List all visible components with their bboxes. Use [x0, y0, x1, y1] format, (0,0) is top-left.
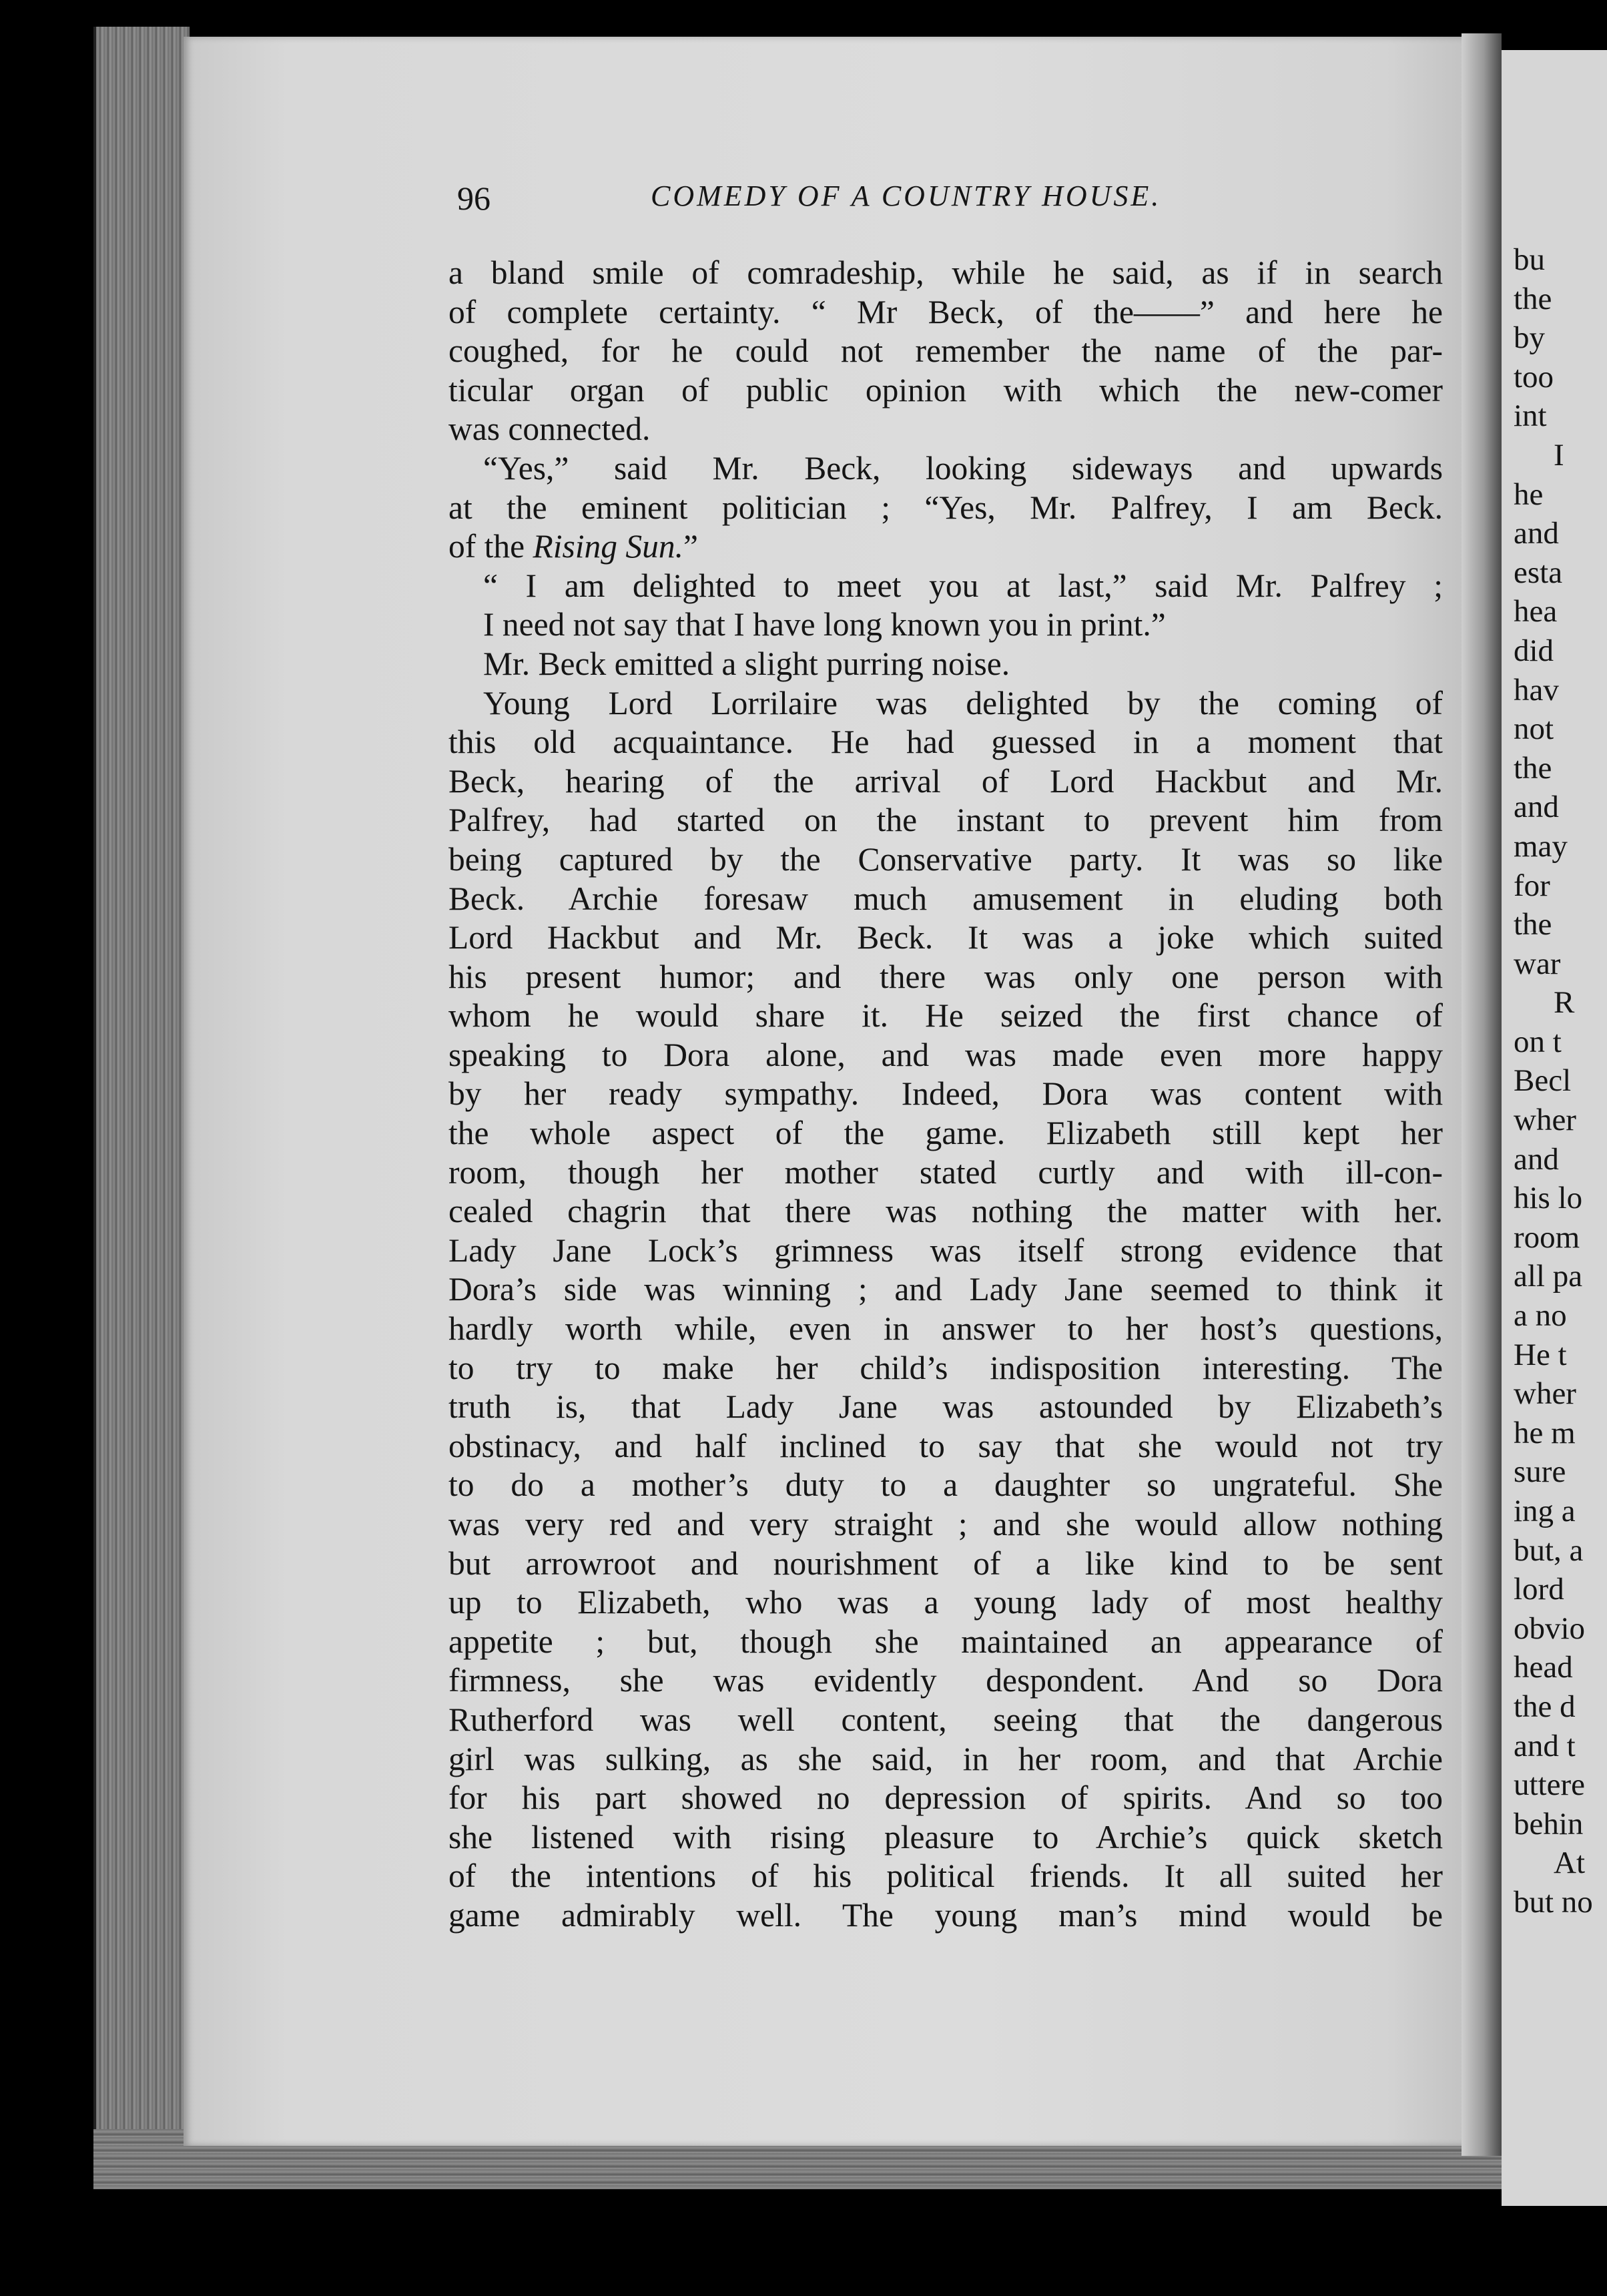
text-line: Palfrey, had started on the instant to prevent him from: [448, 802, 1443, 839]
page-edges: [93, 27, 190, 2183]
text-line: Beck. Archie foresaw much amusement in eluding both: [448, 880, 1443, 917]
facing-line: He t: [1514, 1337, 1567, 1372]
facing-line: and: [1514, 1141, 1559, 1177]
text-line: truth is, that Lady Jane was astounded by Elizabeth’s: [448, 1388, 1443, 1426]
facing-line: hea: [1514, 594, 1558, 629]
text-line: girl was sulking, as she said, in her room, and that Archie: [448, 1740, 1443, 1777]
text-line: by her ready sympathy. Indeed, Dora was content with: [448, 1075, 1443, 1113]
facing-line: head: [1514, 1650, 1573, 1685]
facing-line: but, a: [1514, 1532, 1584, 1568]
text-line: Young Lord Lorrilaire was delighted by the coming of: [483, 684, 1443, 722]
facing-line: war: [1514, 946, 1561, 981]
facing-line: and: [1514, 790, 1559, 825]
text-line: Rutherford was well content, seeing that the dangerous: [448, 1701, 1443, 1738]
page-number: 96: [457, 180, 491, 217]
text-line: obstinacy, and half inclined to say that she would not try: [448, 1427, 1443, 1464]
facing-line: ing a: [1514, 1494, 1576, 1528]
facing-line: on t: [1514, 1024, 1562, 1059]
text-fragment: of the: [448, 528, 533, 565]
facing-line: the: [1514, 750, 1552, 786]
facing-line: bu: [1514, 242, 1545, 277]
text-line-rising-sun: [448, 527, 1443, 567]
text-line: room, though her mother stated curtly and with ill-con-: [448, 1153, 1443, 1191]
facing-line: he m: [1514, 1415, 1576, 1450]
newspaper-title: Rising Sun.: [533, 528, 683, 565]
text-line: cealed chagrin that there was nothing the matter with her.: [448, 1193, 1443, 1230]
text-line: this old acquaintance. He had guessed in a moment that: [448, 724, 1443, 761]
text-line: to do a mother’s duty to a daughter so ungrateful. She: [448, 1466, 1443, 1504]
text-line: “Yes,” said Mr. Beck, looking sideways and upwards: [483, 449, 1443, 487]
facing-line: and: [1514, 516, 1559, 551]
body-text: [448, 254, 1443, 1989]
text-line: for his part showed no depression of spirits. And so too: [448, 1779, 1443, 1817]
text-line: the whole aspect of the game. Elizabeth still kept her: [448, 1115, 1443, 1152]
facing-line: int: [1514, 398, 1547, 434]
text-line: I need not say that I have long known you in print.”: [483, 606, 1166, 643]
book-gutter: [1462, 33, 1502, 2156]
text-line: firmness, she was evidently despondent. And so Dora: [448, 1662, 1443, 1699]
facing-line: lord: [1514, 1572, 1564, 1607]
text-line: being captured by the Conservative party. It was so like: [448, 840, 1443, 878]
facing-line: but no: [1514, 1884, 1593, 1920]
facing-line: uttere: [1514, 1767, 1585, 1803]
text-line: Mr. Beck emitted a slight purring noise.: [483, 645, 1010, 682]
facing-line: sure: [1514, 1454, 1566, 1490]
text-line: Lady Jane Lock’s grimness was itself strong evidence that: [448, 1231, 1443, 1269]
text-line: Dora’s side was winning ; and Lady Jane seemed to think it: [448, 1271, 1443, 1308]
text-line: whom he would share it. He seized the first chance of: [448, 997, 1443, 1035]
text-line: Lord Hackbut and Mr. Beck. It was a joke which suited: [448, 919, 1443, 956]
facing-line: too: [1514, 359, 1554, 394]
text-line: of the intentions of his political friends. It all suited her: [448, 1857, 1443, 1895]
text-line: speaking to Dora alone, and was made even more happy: [448, 1036, 1443, 1073]
facing-line: may: [1514, 828, 1568, 864]
facing-line: wher: [1514, 1103, 1576, 1138]
running-head-title: COMEDY OF A COUNTRY HOUSE.: [651, 180, 1162, 212]
facing-line: the: [1514, 907, 1552, 942]
facing-line: a no: [1514, 1298, 1567, 1334]
facing-line: At: [1554, 1845, 1585, 1881]
facing-line: all pa: [1514, 1259, 1583, 1294]
text-line: at the eminent politician ; “Yes, Mr. Palfrey, I am Beck.: [448, 489, 1443, 526]
text-line: was very red and very straight ; and she would allow nothing: [448, 1506, 1443, 1542]
text-line: game admirably well. The young man’s mind would be: [448, 1896, 1443, 1934]
text-line: of complete certainty. “ Mr Beck, of the——” and here he: [448, 293, 1443, 330]
facing-line: his lo: [1514, 1181, 1583, 1216]
text-line: she listened with rising pleasure to Archie’s quick sketch: [448, 1818, 1443, 1855]
facing-line: did: [1514, 633, 1554, 668]
facing-line: the: [1514, 281, 1552, 316]
facing-line: obvio: [1514, 1611, 1586, 1646]
text-line: his present humor; and there was only one person with: [448, 958, 1443, 995]
text-line: “ I am delighted to meet you at last,” said Mr. Palfrey ;: [483, 567, 1443, 604]
text-line: ticular organ of public opinion with which the new-comer: [448, 371, 1443, 408]
facing-line: he: [1514, 477, 1544, 512]
facing-line: the d: [1514, 1689, 1576, 1724]
facing-line: hav: [1514, 672, 1559, 707]
facing-line: and t: [1514, 1728, 1576, 1763]
text-line: a bland smile of comradeship, while he said, as if in search: [448, 254, 1443, 291]
facing-line: I: [1554, 437, 1564, 473]
facing-page-text: [1514, 240, 1607, 1922]
facing-line: Becl: [1514, 1063, 1572, 1099]
text-line: Beck, hearing of the arrival of Lord Hackbut and Mr.: [448, 762, 1443, 800]
text-line: to try to make her child’s indisposition interesting. The: [448, 1349, 1443, 1386]
facing-line: not: [1514, 711, 1554, 747]
text-line: but arrowroot and nourishment of a like kind to be sent: [448, 1544, 1443, 1582]
text-line: appetite ; but, though she maintained an appearance of: [448, 1623, 1443, 1660]
facing-line: by: [1514, 320, 1545, 356]
text-line: coughed, for he could not remember the name of the par-: [448, 332, 1443, 370]
facing-line: behin: [1514, 1806, 1584, 1841]
running-head: [457, 179, 1445, 232]
facing-line: R: [1554, 985, 1575, 1021]
text-line: up to Elizabeth, who was a young lady of most healthy: [448, 1584, 1443, 1621]
text-line: hardly worth while, even in answer to her host’s questions,: [448, 1310, 1443, 1348]
facing-line: esta: [1514, 555, 1563, 590]
facing-line: for: [1514, 868, 1550, 903]
text-line: was connected.: [448, 410, 651, 448]
text-fragment: ”: [683, 528, 698, 565]
facing-line: room: [1514, 1219, 1580, 1255]
facing-line: wher: [1514, 1376, 1576, 1412]
